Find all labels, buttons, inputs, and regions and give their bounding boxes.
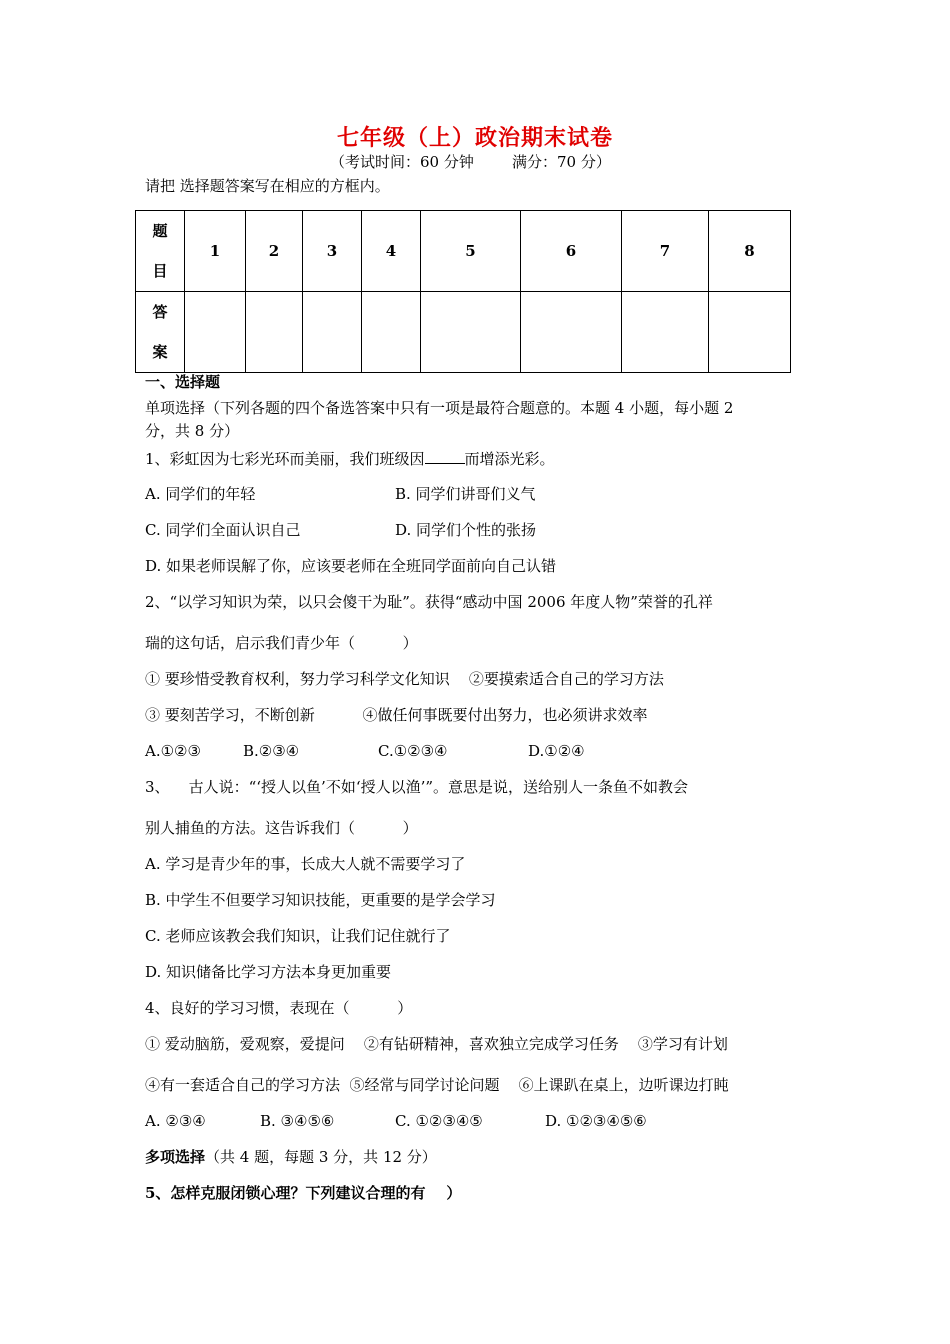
section-heading: 一、选择题 [145, 373, 221, 391]
row-header-answer [136, 292, 185, 373]
question-number-cell: 5 [421, 211, 521, 292]
answer-cell[interactable] [421, 292, 521, 373]
question-5-stem: 5、怎样克服闭锁心理？下列建议合理的有 ） [145, 1184, 462, 1202]
question-3-option-c: C. 老师应该教会我们知识，让我们记住就行了 [145, 927, 451, 945]
question-4-item: ④有一套适合自己的学习方法 ⑤经常与同学讨论问题 ⑥上课趴在桌上，边听课边打盹 [145, 1076, 729, 1094]
question-1-option-c: C. 同学们全面认识自己 [145, 521, 301, 539]
question-2-option-c: C.①②③④ [378, 742, 448, 760]
question-number-cell: 4 [362, 211, 421, 292]
question-4-option-d: D. ①②③④⑤⑥ [545, 1112, 647, 1130]
question-4-option-a: A. ②③④ [145, 1112, 206, 1130]
instruction: 请把 选择题答案写在相应的方框内。 [145, 177, 390, 195]
answer-row [136, 292, 791, 373]
multi-choice-intro: （共 4 题，每题 3 分，共 12 分） [205, 1148, 437, 1166]
page-title: 七年级（上）政治期末试卷 [336, 125, 613, 151]
row-header-char: 案 [152, 343, 168, 361]
question-4-option-c: C. ①②③④⑤ [395, 1112, 483, 1130]
fill-blank [425, 449, 465, 464]
answer-cell[interactable] [185, 292, 246, 373]
question-number-cell: 8 [709, 211, 791, 292]
answer-table [135, 210, 791, 373]
question-4-stem: 4、良好的学习习惯，表现在（ ） [145, 999, 413, 1017]
question-1-option-a: A. 同学们的年轻 [145, 485, 256, 503]
question-1-option-extra: D. 如果老师误解了你，应该要老师在全班同学面前向自己认错 [145, 557, 557, 575]
multi-choice-heading [145, 1147, 437, 1167]
answer-cell[interactable] [303, 292, 362, 373]
question-2-item: ① 要珍惜受教育权利，努力学习科学文化知识 ②要摸索适合自己的学习方法 [145, 670, 664, 688]
question-2-option-b: B.②③④ [243, 742, 300, 760]
single-choice-intro-cont: 分，共 8 分） [145, 422, 240, 440]
row-header-char: 题 [152, 222, 168, 240]
question-2-stem-cont: 瑞的这句话，启示我们青少年（ ） [145, 634, 418, 652]
question-2-option-d: D.①②④ [528, 742, 585, 760]
answer-cell[interactable] [246, 292, 303, 373]
question-3-option-b: B. 中学生不但要学习知识技能，更重要的是学会学习 [145, 891, 496, 909]
exam-info: （考试时间：60 分钟 满分：70 分） [330, 153, 611, 171]
answer-cell[interactable] [622, 292, 709, 373]
answer-cell[interactable] [521, 292, 622, 373]
row-header-char: 目 [152, 262, 168, 280]
answer-cell[interactable] [362, 292, 421, 373]
question-number-row [136, 211, 791, 292]
question-number-cell: 6 [521, 211, 622, 292]
question-number-cell: 2 [246, 211, 303, 292]
stem-part: 1、彩虹因为七彩光环而美丽，我们班级因 [145, 450, 425, 468]
question-1-option-d: D. 同学们个性的张扬 [395, 521, 537, 539]
question-3-option-d: D. 知识储备比学习方法本身更加重要 [145, 963, 392, 981]
question-number-cell: 1 [185, 211, 246, 292]
answer-cell[interactable] [709, 292, 791, 373]
stem-part: 而增添光彩。 [464, 450, 555, 468]
question-number-cell: 7 [622, 211, 709, 292]
question-3-stem-cont: 别人捕鱼的方法。这告诉我们（ ） [145, 819, 418, 837]
row-header-char: 答 [152, 303, 168, 321]
question-number-cell: 3 [303, 211, 362, 292]
multi-choice-label: 多项选择 [145, 1148, 206, 1166]
single-choice-intro: 单项选择（下列各题的四个备选答案中只有一项是最符合题意的。本题 4 小题，每小题 2 [145, 399, 734, 417]
question-4-item: ① 爱动脑筋，爱观察，爱提问 ②有钻研精神，喜欢独立完成学习任务 ③学习有计划 [145, 1035, 728, 1053]
question-2-option-a: A.①②③ [145, 742, 201, 760]
question-3-stem: 3、 古人说：“‘授人以鱼’不如‘授人以渔’”。意思是说，送给别人一条鱼不如教会 [145, 778, 689, 796]
question-4-option-b: B. ③④⑤⑥ [260, 1112, 335, 1130]
question-2-stem: 2、“以学习知识为荣，以只会傻干为耻”。获得“感动中国 2006 年度人物”荣誉的孔祥 [145, 593, 713, 611]
question-3-option-a: A. 学习是青少年的事，长成大人就不需要学习了 [145, 855, 466, 873]
question-1-option-b: B. 同学们讲哥们义气 [395, 485, 536, 503]
question-1-stem [145, 449, 555, 469]
row-header-question [136, 211, 185, 292]
question-2-item: ③ 要刻苦学习，不断创新 ④做任何事既要付出努力，也必须讲求效率 [145, 706, 648, 724]
